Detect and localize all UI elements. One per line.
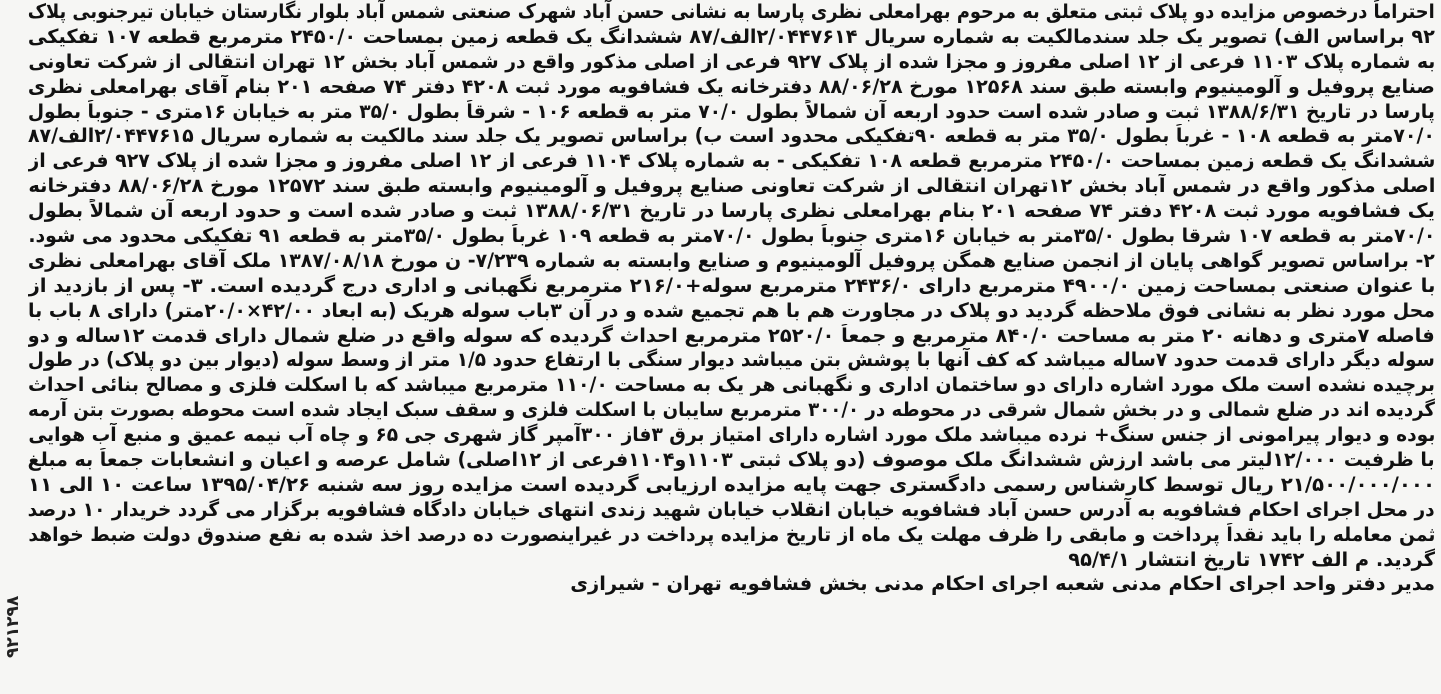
notice-line: محل مورد نظر به نشانی فوق ملاحظه گردید دو پلاک در مجاورت هم با هم تجمیع شده و در آن ۳باب سوله هریک (به ابعاد ۴۲/۰۰×۲۰/۰متر) دارای ۸ باب با	[28, 298, 1435, 322]
notice-line: سوله دیگر دارای قدمت حدود ۷ساله میباشد که کف آنها با پوشش بتن میباشد دیوار سنگی با ارتفاع حدود ۱/۵ متر از وسط سوله (دیوار بین دو پلاک) در طول	[28, 348, 1435, 372]
notice-line: اصلی مذکور واقع در شمس آباد بخش ۱۲تهران انتقالی از شرکت تعاونی صنایع پروفیل و آلومینیوم وابسته طبق سند ۱۲۵۷۲ مورخ ۸۸/۰۶/۲۸ دفترخانه	[28, 174, 1435, 198]
notice-line: ششدانگ یک قطعه زمین بمساحت ۲۴۵۰/۰ مترمربع قطعه ۱۰۸ تفکیکی - به شماره پلاک ۱۱۰۴ فرعی از ۱۲ اصلی مفروز و مجزا شده از پلاک ۹۲۷ فرعی از	[28, 149, 1435, 173]
notice-line: ۲۱/۵۰۰/۰۰۰/۰۰۰ ریال توسط کارشناس رسمی دادگستری جهت پایه مزایده ارزیابی گردیده است مزایده روز سه شنبه ۱۳۹۵/۰۴/۲۶ ساعت ۱۰ الی ۱۱	[28, 472, 1435, 496]
notice-line: در محل اجرای احکام فشافویه به آدرس حسن آباد فشافویه خیابان انقلاب خیابان شهید زندی انتهای خیابان دادگاه فشافویه برگزار می گردد خریدار ۱۰ درصد	[28, 497, 1435, 521]
notice-line: با ظرفیت ۱۲/۰۰۰لیتر می باشد ارزش ششدانگ ملک موصوف (دو پلاک ثبتی ۱۱۰۳و۱۱۰۴فرعی از ۱۲اصلی) شامل عرصه و اعیان و انشعابات جمعاً به مبلغ	[28, 448, 1435, 472]
reference-number: ۹۲۱۲۹۸	[3, 595, 23, 659]
notice-line: احتراماً درخصوص مزایده دو پلاک ثبتی متعلق به مرحوم بهرامعلی نظری پارسا به نشانی حسن آباد شهرک صنعتی شمس آباد بلوار نگارستان خیابان تیرجنوبی پلاک	[28, 0, 1435, 23]
notice-line: گردید. م الف ۱۷۴۲ تاریخ انتشار ۹۵/۴/۱	[1068, 547, 1435, 571]
notice-line: صنایع پروفیل و آلومینیوم وابسته طبق سند ۱۲۵۶۸ مورخ ۸۸/۰۶/۲۸ دفترخانه یک فشافویه مورد ثبت ۴۲۰۸ دفتر ۷۴ صفحه ۲۰۱ بنام آقای بهرامعلی نظری	[28, 74, 1435, 98]
notice-line: به شماره پلاک ۱۱۰۳ فرعی از ۱۲ اصلی مفروز و مجزا شده از پلاک ۹۲۷ فرعی از اصلی مذکور واقع در شمس آباد بخش ۱۲ تهران انتقالی از شرکت تعاونی	[28, 49, 1435, 73]
notice-line: ثمن معامله را باید نقداً پرداخت و مابقی را ظرف مهلت یک ماه از تاریخ مزایده پرداخت در غیراینصورت ده درصد اخذ شده به نفع صندوق دولت ضبط خواهد	[28, 522, 1435, 546]
notice-line: فاصله ۷متری و دهانه ۲۰ متر به مساحت ۸۴۰/۰ مترمربع و جمعاً ۲۵۲۰/۰ مترمربع احداث گردیده که سوله واقع در ضلع شمال دارای قدمت ۱۲ساله و دو	[28, 323, 1435, 347]
signature-line: مدیر دفتر واحد اجرای احکام مدنی شعبه اجرای احکام مدنی بخش فشافویه تهران - شیرازی	[570, 572, 1435, 596]
notice-line: برچیده نشده است ملک مورد اشاره دارای دو ساختمان اداری و نگهبانی هر یک به مساحت ۱۱۰/۰ مترمربع میباشد که با اسکلت فلزی و مصالح بنائی احداث	[28, 373, 1435, 397]
notice-line: ۲- براساس تصویر گواهی پایان از انجمن صنایع همگن پروفیل آلومینیوم و صنایع وابسته به شماره ۷/۲۳۹- ن مورخ ۱۳۸۷/۰۸/۱۸ ملک آقای بهرامعلی نظری	[28, 248, 1435, 272]
notice-line: ۷۰/۰متر به قطعه ۱۰۸ - غرباً بطول ۳۵/۰ متر به قطعه ۹۰تفکیکی محدود است ب) براساس تصویر یک جلد سند مالکیت به شماره سریال ۲/۰۴۴۷۶۱۵الف/۸۷	[28, 124, 1435, 148]
notice-line: بوده و دیوار پیرامونی از جنس سنگ+ نرده میباشد ملک مورد اشاره دارای امتیاز برق ۳فاز ۳۰۰آمپر گاز شهری جی ۶۵ و چاه آب نیمه عمیق و منبع آب هوایی	[28, 423, 1435, 447]
notice-line: گردیده اند در ضلع شمالی و در بخش شمال شرقی در محوطه در ۳۰۰/۰ مترمربع سایبان با اسکلت فلزی و سقف سبک ایجاد شده است محوطه بصورت بتن آرمه	[28, 398, 1435, 422]
notice-line: ۹۲ براساس الف) تصویر یک جلد سندمالکیت به شماره سریال ۲/۰۴۴۷۶۱۴الف/۸۷ ششدانگ یک قطعه زمین بمساحت ۲۴۵۰/۰ مترمربع قطعه ۱۰۷ تفکیکی	[28, 24, 1435, 48]
notice-line: ۷۰/۰متر به قطعه ۱۰۷ شرقا بطول ۳۵/۰متر به خیابان ۱۶متری جنوباً بطول ۷۰/۰متر به قطعه ۱۰۹ غرباً بطول ۳۵/۰متر به قطعه ۹۱ تفکیکی محدود می شود.	[28, 224, 1435, 248]
notice-line: پارسا در تاریخ ۱۳۸۸/۶/۳۱ ثبت و صادر شده است حدود اربعه آن شمالاً بطول ۷۰/۰ متر به قطعه ۱۰۶ - شرقاً بطول ۳۵/۰ متر به خیابان ۱۶متری - جنوباً بطول	[28, 99, 1435, 123]
notice-line: با عنوان صنعتی بمساحت زمین ۴۹۰۰/۰ مترمربع دارای ۲۴۳۶/۰ مترمربع سوله+۲۱۶/۰ مترمربع نگهبانی و اداری درج گردیده است. ۳- پس از بازدید از	[28, 273, 1435, 297]
notice-line: یک فشافویه مورد ثبت ۴۲۰۸ دفتر ۷۴ صفحه ۲۰۱ بنام بهرامعلی نظری پارسا در تاریخ ۱۳۸۸/۰۶/۳۱ ثبت و صادر شده است و حدود اربعه آن شمالاً بطول	[28, 199, 1435, 223]
